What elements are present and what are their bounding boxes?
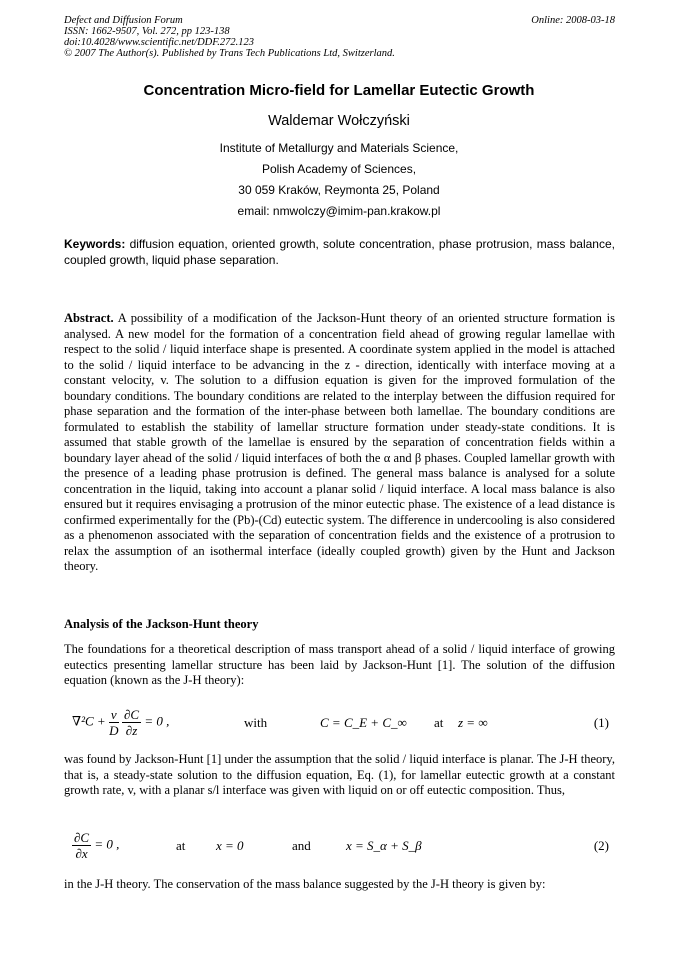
eq1-with: with <box>244 715 268 730</box>
eq1-at: at <box>434 715 444 730</box>
eq1-lhs-post: = 0 , <box>144 713 170 729</box>
eq1-condition: C = C_E + C_∞ <box>320 715 407 730</box>
author: Waldemar Wołczyński <box>268 113 410 129</box>
keywords-text: diffusion equation, oriented growth, solute concentration, phase protrusion, mass balance, coupled growth, liquid phase separation. <box>64 237 615 267</box>
affiliation <box>0 138 678 222</box>
eq1-at-condition: z = ∞ <box>458 715 488 730</box>
paper-title: Concentration Micro-field for Lamellar Eutectic Growth <box>143 82 535 99</box>
journal-header <box>64 15 615 59</box>
eq1-lhs-pre: ∇²C + <box>72 713 106 729</box>
eq2-number: (2) <box>593 838 609 853</box>
abstract <box>64 311 615 575</box>
eq2-condition-2: x = S_α + S_β <box>346 838 422 853</box>
eq1-number: (1) <box>593 715 609 730</box>
affiliation-email: email: nmwolczy@imim-pan.krakow.pl <box>237 204 441 218</box>
equation-1 <box>64 703 615 739</box>
abstract-label: Abstract. <box>64 311 114 325</box>
affiliation-line: 30 059 Kraków, Reymonta 25, Poland <box>238 183 440 197</box>
affiliation-line: Institute of Metallurgy and Materials Science, <box>219 141 459 155</box>
eq2-at: at <box>176 838 186 853</box>
paragraph: was found by Jackson-Hunt [1] under the assumption that the solid / liquid interface is planar. The J-H theory, that is, a steady-state solution to the diffusion equation, Eq. (1), for lamellar eutectic growth at a constant growth rate, v, with a planar s/l interface was given with liquid on or off eutectic composition. Thus, <box>64 752 615 797</box>
copyright: © 2007 The Author(s). Published by Trans Tech Publications Ltd, Switzerland. <box>64 48 395 59</box>
eq2-lhs-post: = 0 , <box>94 836 120 852</box>
online-date: Online: 2008-03-18 <box>531 15 615 26</box>
equation-2 <box>64 830 615 864</box>
paragraph: The foundations for a theoretical description of mass transport ahead of a solid / liquid interface of growing eutectics presenting lamellar structure has been laid by Jackson-Hunt [1]. The solution of the diffusion equation (known as the J-H theory): <box>64 642 615 687</box>
paragraph: in the J-H theory. The conservation of the mass balance suggested by the J-H theory is given by: <box>64 877 546 891</box>
eq1-fraction-v-over-d: $\frac{v}{D}$ <box>109 707 119 738</box>
journal-name: Defect and Diffusion Forum <box>64 15 183 26</box>
eq2-fraction-dc-dx: $\frac{\partial C}{\partial x}$ <box>74 830 90 861</box>
affiliation-line: Polish Academy of Sciences, <box>261 162 417 176</box>
keywords-label: Keywords: <box>64 237 126 251</box>
doi: doi:10.4028/www.scientific.net/DDF.272.123 <box>64 37 255 48</box>
eq1-fraction-dc-dz: $\frac{\partial C}{\partial z}$ <box>123 707 140 738</box>
section-heading: Analysis of the Jackson-Hunt theory <box>64 617 259 631</box>
eq2-condition-1: x = 0 <box>216 838 244 853</box>
abstract-text: A possibility of a modification of the Jackson-Hunt theory of an oriented structure formation is analysed. A new model for the formation of a concentration field ahead of growing regular lamellae with respect to the solid / liquid interface shape is presented. A coordinate system applied in the model is attached to the solid / liquid interface to be advancing in the z - direction, identically with interface moving at a constant velocity, v. The solution to a diffusion equation is given for the improved formulation of the boundary conditions. The boundary conditions are related to the interplay between the diffusion required for phase separation and the formation of the inter-phase between both lamellae. The boundary conditions are formulated to establish the stability of lamellar structure formation under steady-state conditions. It is assumed that stable growth of the lamellae is ensured by the separation of concentration fields within a boundary layer ahead of the solid / liquid interfaces of both the α and β phases. Coupled lamellar growth with the presence of a leading phase protrusion is defined. The general mass balance is analysed for a solute concentration in the liquid, taking into account a planar solid / liquid interface. A local mass balance is also ensured but it requires envisaging a protrusion of the minor eutectic phase. The existence of a lead distance is confirmed experimentally for the (Pb)-(Cd) eutectic system. The difference in undercooling is also considered as a phenomenon associated with the separation of concentration fields and the existence of a protrusion to relax the assumption of an isothermal interface (ideally coupled growth) given by the Hunt and Jackson theory. <box>64 311 615 573</box>
keywords <box>64 236 615 268</box>
eq2-and: and <box>292 838 311 853</box>
issn: ISSN: 1662-9507, Vol. 272, pp 123-138 <box>64 26 230 37</box>
